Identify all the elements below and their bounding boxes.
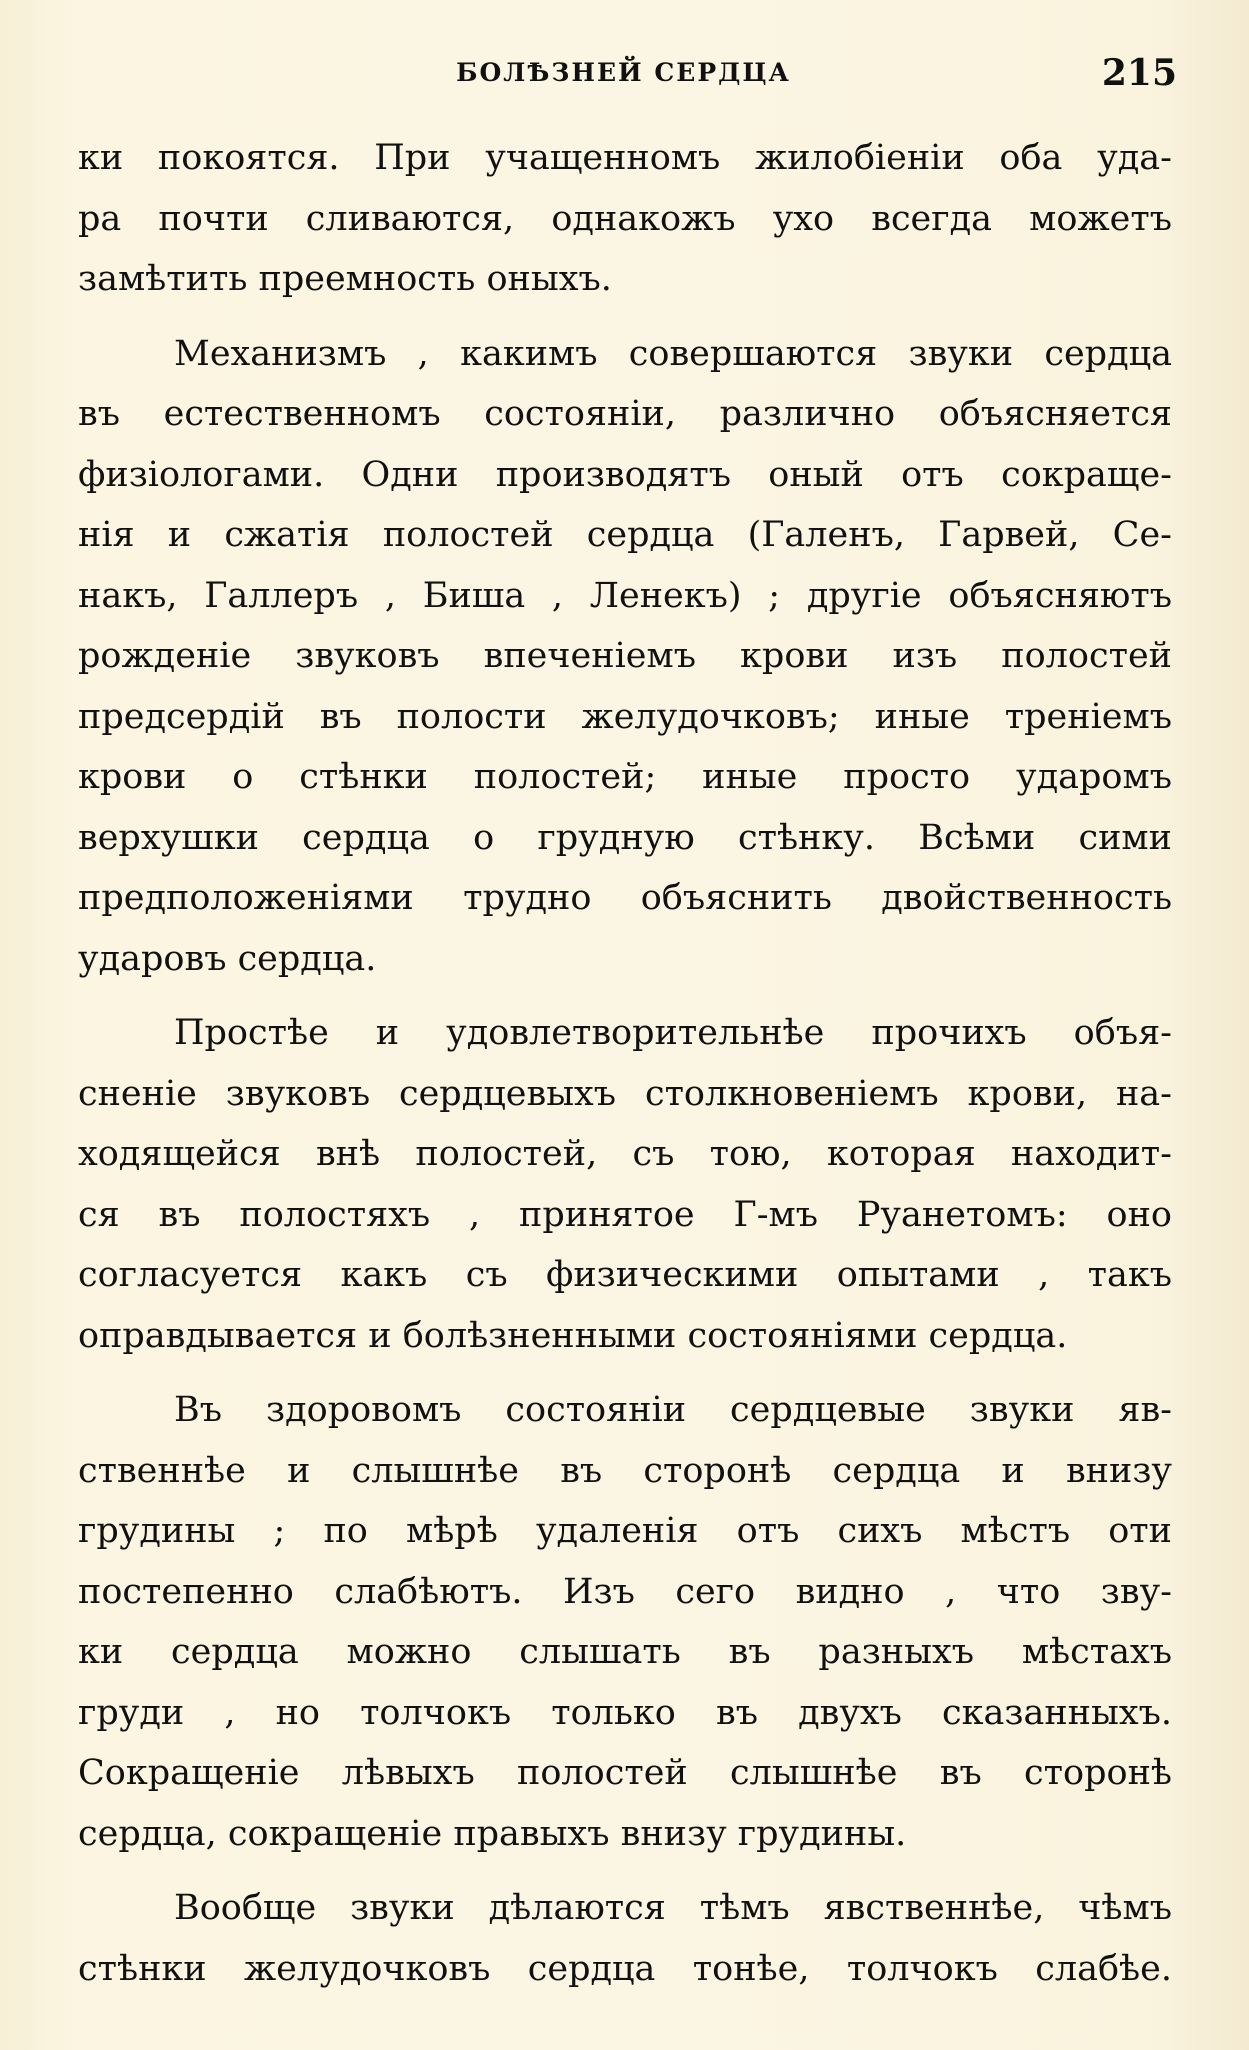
text-line: сердца, сокращеніе правыхъ внизу грудины. (78, 1813, 907, 1854)
text-line: Вообще звуки дѣлаются тѣмъ явственнѣе, чѣмъ (174, 1888, 1172, 1928)
text-line: ки покоятся. При учащенномъ жилобіеніи оба уда- (78, 138, 1172, 178)
paragraph-5 (78, 1878, 1172, 1999)
text-line: согласуется какъ съ физическими опытами , такъ (78, 1255, 1172, 1295)
paragraph-1 (78, 128, 1172, 310)
running-head: БОЛѢЗНЕЙ СЕРДЦА (456, 58, 791, 87)
text-line: физіологами. Одни производятъ оный отъ сокраще- (78, 454, 1172, 495)
text-line: рожденіе звуковъ впеченіемъ крови изъ полостей (78, 636, 1172, 676)
text-line: Простѣе и удовлетворительнѣе прочихъ объя- (174, 1013, 1172, 1053)
text-line: Сокращеніе лѣвыхъ полостей слышнѣе въ сторонѣ (78, 1753, 1172, 1793)
text-line: ударовъ сердца. (78, 938, 377, 979)
text-line: предположеніями трудно объяснить двойственность (78, 878, 1172, 918)
text-line: сненіе звуковъ сердцевыхъ столкновеніемъ крови, на- (78, 1073, 1172, 1114)
paragraph-2 (78, 324, 1172, 990)
text-line: въ естественномъ состояніи, различно объясняется (78, 394, 1172, 434)
text-line: ходящейся внѣ полостей, съ тою, которая находит- (78, 1134, 1172, 1174)
text-line: крови о стѣнки полостей; иные просто ударомъ (78, 757, 1172, 797)
text-line: оправдывается и болѣзненными состояніями сердца. (78, 1315, 1068, 1356)
text-line: накъ, Галлеръ , Биша , Ленекъ) ; другіе объясняютъ (78, 575, 1172, 616)
text-line: верхушки сердца о грудную стѣнку. Всѣми сими (78, 817, 1172, 858)
text-line: предсердій въ полости желудочковъ; иные треніемъ (78, 696, 1172, 737)
text-line: ся въ полостяхъ , принятое Г-мъ Руанетомъ: оно (78, 1194, 1172, 1235)
text-line: груди , но толчокъ только въ двухъ сказанныхъ. (78, 1692, 1172, 1733)
text-line: постепенно слабѣютъ. Изъ сего видно , что зву- (78, 1571, 1172, 1612)
text-line: замѣтить преемность оныхъ. (78, 259, 612, 299)
text-line: Въ здоровомъ состояніи сердцевые звуки яв- (174, 1390, 1172, 1430)
text-line: ки сердца можно слышать въ разныхъ мѣстахъ (78, 1632, 1172, 1672)
text-line: нія и сжатія полостей сердца (Галенъ, Гарвей, Се- (78, 515, 1172, 555)
body-text (78, 128, 1172, 2013)
text-line: ра почти сливаются, однакожъ ухо всегда можетъ (78, 198, 1172, 239)
paragraph-3 (78, 1003, 1172, 1366)
page-number: 215 (1101, 52, 1177, 94)
page-header (70, 52, 1177, 96)
paragraph-4 (78, 1380, 1172, 1864)
text-line: стѣнки желудочковъ сердца тонѣе, толчокъ слабѣе. (78, 1948, 1172, 1989)
text-line: ственнѣе и слышнѣе въ сторонѣ сердца и внизу (78, 1450, 1172, 1491)
text-line: Механизмъ , какимъ совершаются звуки сердца (174, 333, 1172, 374)
text-line: грудины ; по мѣрѣ удаленія отъ сихъ мѣстъ оти (78, 1511, 1172, 1551)
